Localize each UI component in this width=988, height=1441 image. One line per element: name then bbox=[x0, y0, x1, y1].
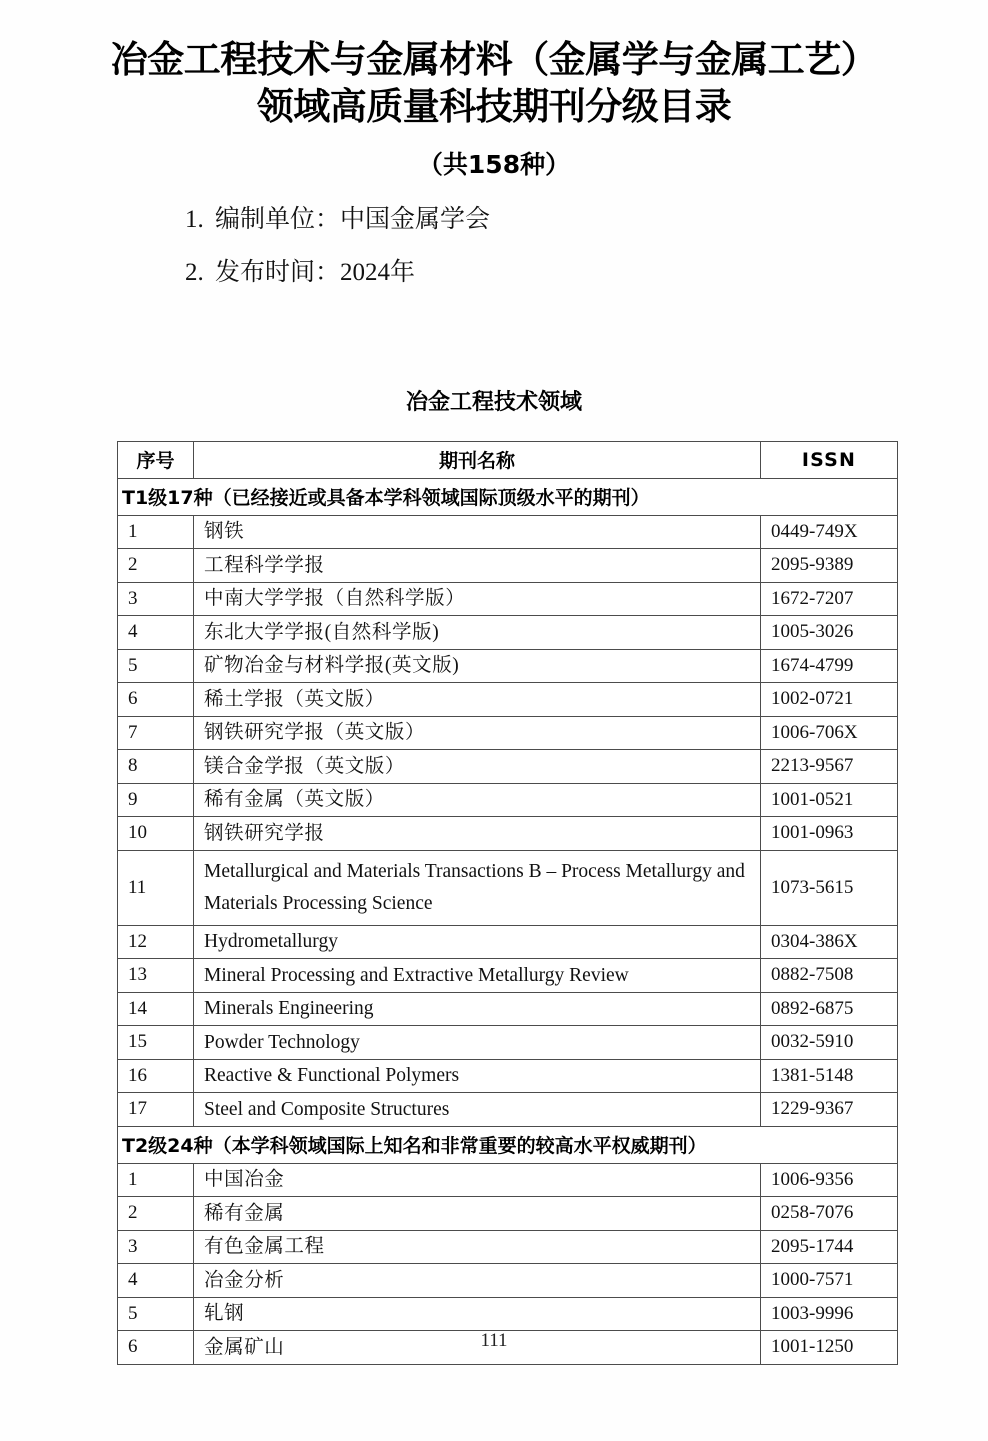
cell-issn: 0449-749X bbox=[761, 515, 898, 549]
cell-issn: 1674-4799 bbox=[761, 649, 898, 683]
table-header bbox=[118, 441, 898, 478]
cell-issn: 1001-0963 bbox=[761, 817, 898, 851]
cell-issn: 0892-6875 bbox=[761, 992, 898, 1026]
table-row bbox=[118, 1297, 898, 1331]
cell-sequence-number: 4 bbox=[118, 616, 194, 650]
cell-sequence-number: 12 bbox=[118, 925, 194, 959]
metadata-item-number: 2. bbox=[185, 258, 204, 286]
cell-sequence-number: 1 bbox=[118, 515, 194, 549]
cell-journal-name: 镁合金学报（英文版） bbox=[194, 750, 761, 784]
cell-journal-name: 东北大学学报(自然科学版) bbox=[194, 616, 761, 650]
table-group-header-row bbox=[118, 1126, 898, 1163]
table-group-header-label: T2级24种（本学科领域国际上知名和非常重要的较高水平权威期刊） bbox=[118, 1126, 898, 1163]
table-row bbox=[118, 515, 898, 549]
table-row bbox=[118, 683, 898, 717]
cell-journal-name: 钢铁 bbox=[194, 515, 761, 549]
table-row bbox=[118, 959, 898, 993]
column-header-name: 期刊名称 bbox=[194, 441, 761, 478]
cell-sequence-number: 10 bbox=[118, 817, 194, 851]
cell-journal-name: 钢铁研究学报（英文版） bbox=[194, 716, 761, 750]
cell-sequence-number: 5 bbox=[118, 649, 194, 683]
cell-sequence-number: 15 bbox=[118, 1026, 194, 1060]
cell-sequence-number: 3 bbox=[118, 582, 194, 616]
cell-issn: 2213-9567 bbox=[761, 750, 898, 784]
section-heading: 冶金工程技术领域 bbox=[405, 389, 582, 415]
table-header-row bbox=[118, 441, 898, 478]
table-row bbox=[118, 1230, 898, 1264]
cell-issn: 2095-9389 bbox=[761, 549, 898, 583]
cell-journal-name: Reactive & Functional Polymers bbox=[194, 1059, 761, 1093]
cell-issn: 0882-7508 bbox=[761, 959, 898, 993]
cell-sequence-number: 16 bbox=[118, 1059, 194, 1093]
table-row bbox=[118, 1059, 898, 1093]
cell-sequence-number: 14 bbox=[118, 992, 194, 1026]
cell-issn: 0032-5910 bbox=[761, 1026, 898, 1060]
table-row bbox=[118, 716, 898, 750]
cell-sequence-number: 13 bbox=[118, 959, 194, 993]
cell-journal-name: 稀有金属（英文版） bbox=[194, 783, 761, 817]
cell-issn: 1003-9996 bbox=[761, 1297, 898, 1331]
cell-issn: 1073-5615 bbox=[761, 850, 898, 925]
table-body bbox=[118, 478, 898, 1364]
cell-issn: 1001-1250 bbox=[761, 1331, 898, 1365]
journal-table bbox=[117, 441, 898, 1365]
cell-journal-name: 有色金属工程 bbox=[194, 1230, 761, 1264]
table-row bbox=[118, 1026, 898, 1060]
table-row bbox=[118, 850, 898, 925]
table-row bbox=[118, 925, 898, 959]
cell-journal-name: 中南大学学报（自然科学版） bbox=[194, 582, 761, 616]
cell-sequence-number: 6 bbox=[118, 683, 194, 717]
cell-journal-name: Steel and Composite Structures bbox=[194, 1093, 761, 1127]
cell-issn: 1006-9356 bbox=[761, 1163, 898, 1197]
cell-journal-name: 冶金分析 bbox=[194, 1264, 761, 1298]
table-row bbox=[118, 1093, 898, 1127]
table-row bbox=[118, 616, 898, 650]
cell-journal-name: Mineral Processing and Extractive Metallurgy Review bbox=[194, 959, 761, 993]
cell-journal-name: 稀有金属 bbox=[194, 1197, 761, 1231]
cell-journal-name: 工程科学学报 bbox=[194, 549, 761, 583]
cell-journal-name: Metallurgical and Materials Transactions B – Process Metallurgy and Materials Processing Science bbox=[194, 850, 761, 925]
cell-sequence-number: 6 bbox=[118, 1331, 194, 1365]
table-row bbox=[118, 549, 898, 583]
cell-sequence-number: 11 bbox=[118, 850, 194, 925]
cell-sequence-number: 2 bbox=[118, 1197, 194, 1231]
cell-journal-name: 矿物冶金与材料学报(英文版) bbox=[194, 649, 761, 683]
cell-sequence-number: 2 bbox=[118, 549, 194, 583]
page-number: 111 bbox=[480, 1330, 508, 1351]
cell-journal-name: Hydrometallurgy bbox=[194, 925, 761, 959]
table-row bbox=[118, 649, 898, 683]
cell-issn: 1229-9367 bbox=[761, 1093, 898, 1127]
cell-issn: 2095-1744 bbox=[761, 1230, 898, 1264]
cell-sequence-number: 9 bbox=[118, 783, 194, 817]
cell-sequence-number: 17 bbox=[118, 1093, 194, 1127]
cell-issn: 1000-7571 bbox=[761, 1264, 898, 1298]
cell-issn: 1672-7207 bbox=[761, 582, 898, 616]
table-row bbox=[118, 992, 898, 1026]
page-subtitle: （共158种） bbox=[417, 149, 571, 179]
cell-journal-name: Minerals Engineering bbox=[194, 992, 761, 1026]
table-row bbox=[118, 750, 898, 784]
cell-issn: 1002-0721 bbox=[761, 683, 898, 717]
page-title: 冶金工程技术与金属材料（金属学与金属工艺）领域高质量科技期刊分级目录 bbox=[110, 38, 878, 129]
cell-issn: 1381-5148 bbox=[761, 1059, 898, 1093]
metadata-item-text: 编制单位：中国金属学会 bbox=[215, 205, 491, 233]
cell-journal-name: 中国冶金 bbox=[194, 1163, 761, 1197]
table-row bbox=[118, 783, 898, 817]
cell-journal-name: 钢铁研究学报 bbox=[194, 817, 761, 851]
cell-issn: 1006-706X bbox=[761, 716, 898, 750]
table-group-header-label: T1级17种（已经接近或具备本学科领域国际顶级水平的期刊） bbox=[118, 478, 898, 515]
cell-sequence-number: 1 bbox=[118, 1163, 194, 1197]
cell-journal-name: 稀土学报（英文版） bbox=[194, 683, 761, 717]
table-group-header-row bbox=[118, 478, 898, 515]
column-header-issn: ISSN bbox=[761, 441, 898, 478]
metadata-item bbox=[0, 207, 988, 232]
cell-sequence-number: 7 bbox=[118, 716, 194, 750]
table-row bbox=[118, 582, 898, 616]
cell-journal-name: 轧钢 bbox=[194, 1297, 761, 1331]
metadata-item bbox=[0, 260, 988, 285]
cell-sequence-number: 8 bbox=[118, 750, 194, 784]
cell-sequence-number: 4 bbox=[118, 1264, 194, 1298]
metadata-item-number: 1. bbox=[185, 205, 204, 233]
cell-journal-name: Powder Technology bbox=[194, 1026, 761, 1060]
cell-sequence-number: 5 bbox=[118, 1297, 194, 1331]
table-row bbox=[118, 817, 898, 851]
cell-journal-name: 金属矿山 bbox=[194, 1331, 761, 1365]
table-row bbox=[118, 1197, 898, 1231]
cell-issn: 1005-3026 bbox=[761, 616, 898, 650]
metadata-item-text: 发布时间：2024年 bbox=[215, 258, 416, 286]
cell-sequence-number: 3 bbox=[118, 1230, 194, 1264]
cell-issn: 0304-386X bbox=[761, 925, 898, 959]
cell-issn: 0258-7076 bbox=[761, 1197, 898, 1231]
table-row bbox=[118, 1163, 898, 1197]
cell-issn: 1001-0521 bbox=[761, 783, 898, 817]
table-row bbox=[118, 1264, 898, 1298]
column-header-no: 序号 bbox=[118, 441, 194, 478]
metadata-list bbox=[0, 181, 988, 285]
journal-table-container bbox=[0, 416, 988, 1365]
